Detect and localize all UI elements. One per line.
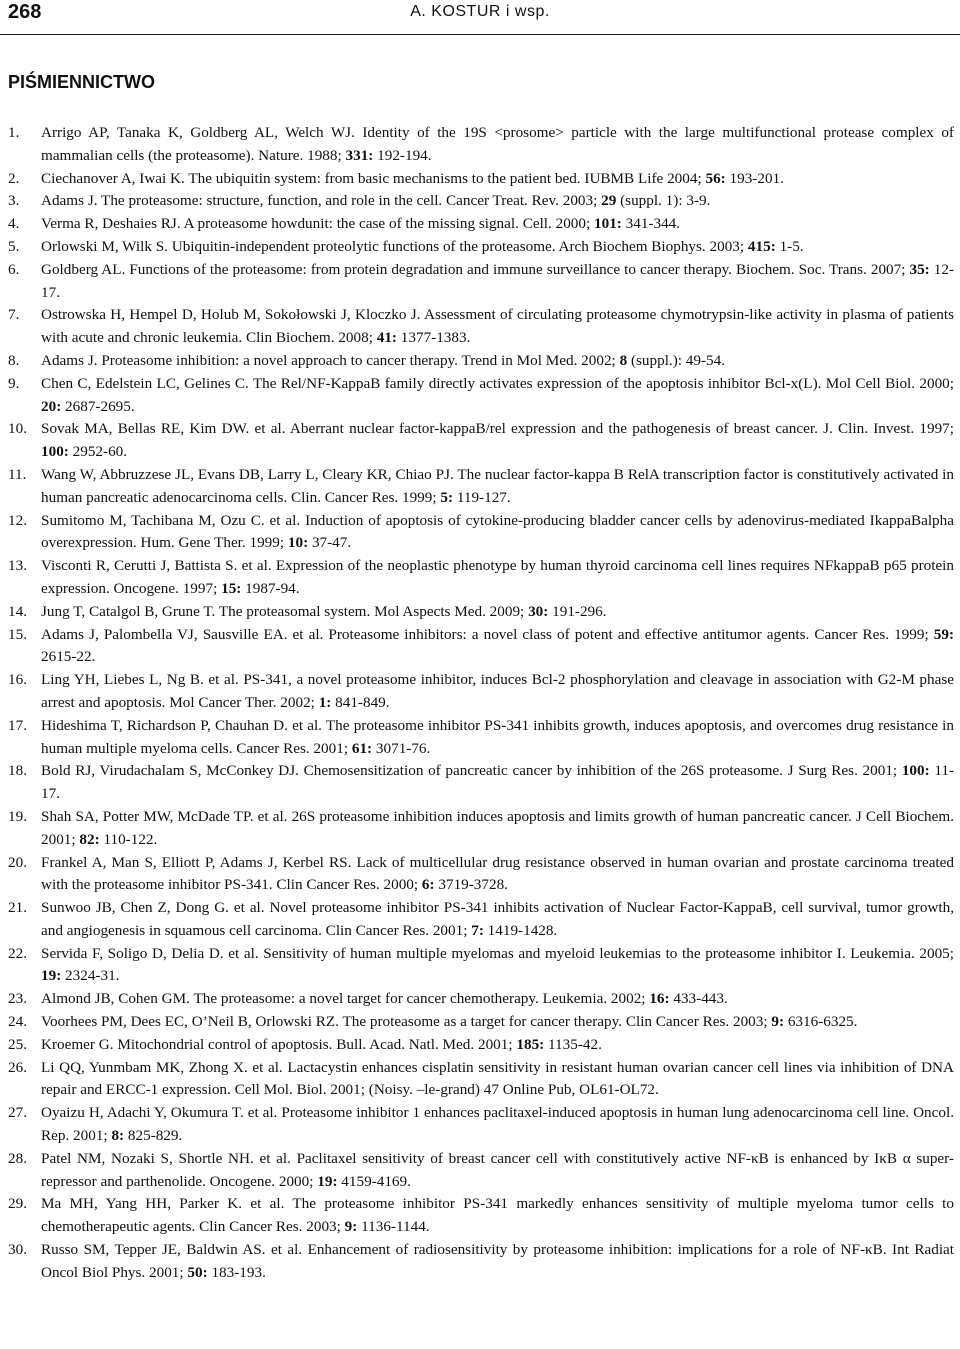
reference-item bbox=[0, 1193, 954, 1239]
reference-item bbox=[0, 464, 954, 510]
reference-item bbox=[0, 1057, 954, 1103]
reference-text: Sunwoo JB, Chen Z, Dong G. et al. Novel proteasome inhibitor PS-341 inhibits activation of Nuclear Factor-KappaB, cell survival, tumor growth, and angiogenesis in squamous cell carcinoma. Clin Cancer Res. 2001; bbox=[41, 899, 954, 939]
reference-volume: 9: bbox=[344, 1218, 358, 1236]
reference-text: Frankel A, Man S, Elliott P, Adams J, Kerbel RS. Lack of multicellular drug resistance observed in human ovarian and prostate carcinoma treated with the proteasome inhibitor PS-341. Clin Cancer Res. 2000; bbox=[41, 853, 954, 894]
reference-pages: 183-193. bbox=[207, 1263, 266, 1281]
reference-number: 11. bbox=[8, 465, 27, 483]
reference-item bbox=[0, 213, 954, 236]
reference-text: Oyaizu H, Adachi Y, Okumura T. et al. Proteasome inhibitor 1 enhances paclitaxel-induced apoptosis in human lung adenocarcinoma cell line. Oncol. Rep. 2001; bbox=[41, 1104, 954, 1145]
reference-volume: 29 bbox=[601, 192, 617, 210]
reference-volume: 16: bbox=[649, 990, 670, 1008]
reference-volume: 50: bbox=[187, 1263, 208, 1281]
reference-number: 19. bbox=[8, 807, 27, 825]
reference-number: 22. bbox=[8, 944, 27, 962]
reference-pages: 1-5. bbox=[775, 237, 804, 255]
reference-text: Jung T, Catalgol B, Grune T. The proteasomal system. Mol Aspects Med. 2009; bbox=[41, 602, 529, 620]
reference-item bbox=[0, 1239, 954, 1285]
reference-item bbox=[0, 760, 954, 806]
reference-text: Voorhees PM, Dees EC, O’Neil B, Orlowski RZ. The proteasome as a target for cancer therapy. Clin Cancer Res. 2003; bbox=[41, 1013, 772, 1031]
reference-item bbox=[0, 852, 954, 898]
reference-volume: 19: bbox=[317, 1172, 338, 1190]
reference-item bbox=[0, 122, 954, 168]
reference-pages: 841-849. bbox=[331, 693, 390, 711]
reference-item bbox=[0, 624, 954, 670]
reference-text: Bold RJ, Virudachalam S, McConkey DJ. Chemosensitization of pancreatic cancer by inhibition of the 26S proteasome. J Surg Res. 2001; bbox=[41, 762, 902, 780]
header-rule bbox=[0, 34, 960, 35]
reference-volume: 8: bbox=[111, 1127, 125, 1145]
reference-text: Ostrowska H, Hempel D, Holub M, Sokołowski J, Kloczko J. Assessment of circulating proteasome chymotrypsin-like activity in plasma of patients with acute and chronic leukemia. Clin Biochem. 2008; bbox=[41, 306, 954, 347]
reference-text: Kroemer G. Mitochondrial control of apoptosis. Bull. Acad. Natl. Med. 2001; bbox=[41, 1035, 517, 1053]
reference-item bbox=[0, 510, 954, 556]
reference-pages: 1419-1428. bbox=[483, 921, 558, 939]
reference-text: Sovak MA, Bellas RE, Kim DW. et al. Aberrant nuclear factor-kappaB/rel expression and the pathogenesis of breast cancer. J. Clin. Invest. 1997; bbox=[41, 420, 954, 438]
reference-item bbox=[0, 897, 954, 943]
reference-pages: 37-47. bbox=[308, 534, 352, 552]
reference-pages: 12-17. bbox=[41, 260, 954, 301]
reference-pages: 1377-1383. bbox=[396, 329, 471, 347]
reference-number: 23. bbox=[8, 990, 27, 1008]
reference-pages: 2952-60. bbox=[68, 443, 128, 461]
reference-pages: 1987-94. bbox=[241, 579, 300, 597]
reference-pages: 4159-4169. bbox=[337, 1172, 411, 1190]
reference-item bbox=[0, 1011, 954, 1034]
page-number: 268 bbox=[8, 1, 42, 23]
reference-number: 15. bbox=[8, 625, 27, 643]
reference-item bbox=[0, 236, 954, 259]
reference-text: Visconti R, Cerutti J, Battista S. et al. Expression of the neoplastic phenotype by human thyroid carcinoma cell lines requires NFkappaB p65 protein expression. Oncogene. 1997; bbox=[41, 557, 954, 597]
reference-volume: 35: bbox=[909, 260, 930, 278]
reference-volume: 19: bbox=[41, 967, 62, 985]
reference-pages: 6316-6325. bbox=[784, 1013, 858, 1031]
reference-volume: 10: bbox=[287, 534, 309, 552]
reference-item bbox=[0, 350, 954, 373]
reference-number: 14. bbox=[8, 602, 27, 620]
reference-item bbox=[0, 259, 954, 305]
reference-pages: (suppl.): 49-54. bbox=[627, 351, 726, 369]
reference-pages: 3719-3728. bbox=[434, 876, 508, 894]
reference-volume: 41: bbox=[376, 329, 397, 347]
reference-number: 29. bbox=[8, 1195, 27, 1213]
reference-pages: 1135-42. bbox=[544, 1035, 602, 1053]
reference-volume: 82: bbox=[79, 830, 100, 848]
reference-text: Adams J. The proteasome: structure, function, and role in the cell. Cancer Treat. Rev. 2003; bbox=[41, 192, 602, 210]
reference-item bbox=[0, 806, 954, 852]
reference-volume: 9: bbox=[771, 1013, 785, 1031]
reference-volume: 61: bbox=[351, 739, 373, 757]
reference-item bbox=[0, 304, 954, 350]
reference-text: Sumitomo M, Tachibana M, Ozu C. et al. Induction of apoptosis of cytokine-producing bladder cancer cells by adenovirus-mediated IkappaBalpha overexpression. Hum. Gene Ther. 1999; bbox=[41, 511, 954, 552]
reference-text: Almond JB, Cohen GM. The proteasome: a novel target for cancer chemotherapy. Leukemia. 2002; bbox=[41, 990, 650, 1008]
reference-number: 3. bbox=[8, 192, 20, 210]
reference-number: 28. bbox=[8, 1149, 27, 1167]
reference-text: Goldberg AL. Functions of the proteasome: from protein degradation and immune surveillance to cancer therapy. Biochem. Soc. Trans. 2007; bbox=[41, 260, 910, 278]
reference-item bbox=[0, 555, 954, 601]
reference-volume: 15: bbox=[221, 579, 242, 597]
reference-item bbox=[0, 943, 954, 989]
reference-item bbox=[0, 1102, 954, 1148]
reference-item bbox=[0, 988, 954, 1011]
reference-pages: 341-344. bbox=[621, 215, 681, 233]
reference-item bbox=[0, 715, 954, 761]
reference-item bbox=[0, 601, 954, 624]
reference-volume: 100: bbox=[901, 762, 930, 780]
reference-text: Li QQ, Yunmbam MK, Zhong X. et al. Lactacystin enhances cisplatin sensitivity in resistant human ovarian cancer cell lines via inhibition of DNA repair and ERCC-1 expression. Cell Mol. Biol. 2001; (Noisy. –le-grand) 47 Online Pub, OL61-OL72. bbox=[41, 1058, 954, 1099]
reference-volume: 30: bbox=[528, 602, 549, 620]
reference-pages: 3071-76. bbox=[372, 739, 431, 757]
reference-pages: 825-829. bbox=[124, 1127, 183, 1145]
reference-number: 7. bbox=[8, 306, 20, 324]
reference-text: Orlowski M, Wilk S. Ubiquitin-independent proteolytic functions of the proteasome. Arch Biochem Biophys. 2003; bbox=[41, 237, 748, 255]
reference-text: Wang W, Abbruzzese JL, Evans DB, Larry L, Cleary KR, Chiao PJ. The nuclear factor-kappa B RelA transcription factor is constitutively activated in human pancreatic adenocarcinoma cells. Clin. Cancer Res. 1999; bbox=[41, 465, 954, 506]
section-title: PIŚMIENNICTWO bbox=[8, 72, 155, 92]
reference-item bbox=[0, 418, 954, 464]
reference-number: 8. bbox=[8, 351, 20, 369]
reference-volume: 101: bbox=[594, 215, 622, 233]
reference-pages: 11-17. bbox=[41, 762, 955, 803]
reference-volume: 20: bbox=[41, 397, 62, 415]
reference-text: Ling YH, Liebes L, Ng B. et al. PS-341, a novel proteasome inhibitor, induces Bcl-2 phosphorylation and cleavage in association with G2-M phase arrest and apoptosis. Mol Cancer Ther. 2002; bbox=[41, 671, 954, 711]
reference-volume: 331: bbox=[345, 146, 374, 164]
reference-pages: 433-443. bbox=[669, 990, 728, 1008]
reference-text: Ciechanover A, Iwai K. The ubiquitin system: from basic mechanisms to the patient bed. IUBMB Life 2004; bbox=[41, 169, 706, 187]
reference-number: 12. bbox=[8, 511, 27, 529]
reference-text: Adams J, Palombella VJ, Sausville EA. et al. Proteasome inhibitors: a novel class of potent and effective antitumor agents. Cancer Res. 1999; bbox=[41, 625, 934, 643]
reference-number: 13. bbox=[8, 557, 27, 575]
reference-volume: 185: bbox=[516, 1035, 545, 1053]
reference-number: 6. bbox=[8, 260, 20, 278]
reference-pages: 119-127. bbox=[453, 488, 511, 506]
reference-text: Shah SA, Potter MW, McDade TP. et al. 26S proteasome inhibition induces apoptosis and limits growth of human pancreatic cancer. J Cell Biochem. 2001; bbox=[41, 807, 954, 848]
reference-number: 16. bbox=[8, 671, 27, 689]
reference-number: 24. bbox=[8, 1013, 27, 1031]
reference-volume: 7: bbox=[471, 921, 484, 939]
reference-text: Russo SM, Tepper JE, Baldwin AS. et al. Enhancement of radiosensitivity by proteasome inhibition: implications for a role of NF-κB. Int Radiat Oncol Biol Phys. 2001; bbox=[41, 1241, 954, 1281]
reference-volume: 6: bbox=[421, 876, 435, 894]
reference-number: 1. bbox=[8, 124, 20, 141]
page-header bbox=[0, 0, 960, 36]
reference-pages: 192-194. bbox=[373, 146, 432, 164]
reference-pages: 2687-2695. bbox=[61, 397, 135, 415]
reference-volume: 100: bbox=[41, 443, 69, 461]
reference-pages: 191-296. bbox=[548, 602, 607, 620]
reference-text: Verma R, Deshaies RJ. A proteasome howdunit: the case of the missing signal. Cell. 2000; bbox=[41, 215, 594, 233]
reference-list bbox=[0, 122, 954, 1285]
reference-number: 21. bbox=[8, 899, 27, 917]
reference-pages: 110-122. bbox=[99, 830, 158, 848]
reference-pages: 2324-31. bbox=[61, 967, 120, 985]
reference-text: Chen C, Edelstein LC, Gelines C. The Rel/NF-KappaB family directly activates expression of the apoptosis inhibitor Bcl-x(L). Mol Cell Biol. 2000; bbox=[41, 374, 954, 392]
reference-pages: 193-201. bbox=[725, 169, 784, 187]
reference-number: 20. bbox=[8, 853, 27, 871]
reference-number: 25. bbox=[8, 1035, 27, 1053]
reference-number: 17. bbox=[8, 716, 27, 734]
reference-number: 27. bbox=[8, 1104, 27, 1122]
reference-number: 10. bbox=[8, 420, 27, 438]
reference-text: Ma MH, Yang HH, Parker K. et al. The proteasome inhibitor PS-341 markedly enhances sensitivity of multiple myeloma tumor cells to chemotherapeutic agents. Clin Cancer Res. 2003; bbox=[41, 1195, 954, 1236]
reference-volume: 1: bbox=[318, 693, 332, 711]
reference-item bbox=[0, 373, 954, 419]
reference-number: 4. bbox=[8, 215, 20, 233]
running-head: A. KOSTUR i wsp. bbox=[410, 3, 550, 20]
reference-text: Patel NM, Nozaki S, Shortle NH. et al. Paclitaxel sensitivity of breast cancer cell with constitutively active NF-κB is enhanced by IκB α super-repressor and parthenolide. Oncogene. 2000; bbox=[41, 1149, 954, 1190]
reference-item bbox=[0, 1034, 954, 1057]
reference-text: Adams J. Proteasome inhibition: a novel approach to cancer therapy. Trend in Mol Med. 2002; bbox=[41, 351, 620, 369]
reference-number: 18. bbox=[8, 762, 27, 780]
reference-text: Arrigo AP, Tanaka K, Goldberg AL, Welch WJ. Identity of the 19S <prosome> particle with the large multifunctional protease complex of mammalian cells (the proteasome). Nature. 1988; bbox=[41, 124, 954, 164]
reference-item bbox=[0, 190, 954, 213]
reference-text: Servida F, Soligo D, Delia D. et al. Sensitivity of human multiple myelomas and myeloid leukemias to the proteasome inhibitor I. Leukemia. 2005; bbox=[41, 944, 954, 962]
reference-pages: 2615-22. bbox=[41, 648, 96, 666]
reference-item bbox=[0, 669, 954, 715]
reference-number: 2. bbox=[8, 169, 20, 187]
reference-volume: 415: bbox=[747, 237, 776, 255]
reference-volume: 5: bbox=[440, 488, 454, 506]
reference-volume: 8 bbox=[619, 351, 628, 369]
reference-pages: (suppl. 1): 3-9. bbox=[616, 192, 711, 210]
reference-number: 30. bbox=[8, 1241, 27, 1259]
reference-volume: 56: bbox=[705, 169, 726, 187]
reference-number: 26. bbox=[8, 1058, 27, 1076]
reference-number: 9. bbox=[8, 374, 20, 392]
reference-item bbox=[0, 168, 954, 191]
reference-item bbox=[0, 1148, 954, 1194]
reference-number: 5. bbox=[8, 237, 20, 255]
reference-volume: 59: bbox=[933, 625, 954, 643]
reference-text: Hideshima T, Richardson P, Chauhan D. et al. The proteasome inhibitor PS-341 inhibits growth, induces apoptosis, and overcomes drug resistance in human multiple myeloma cells. Cancer Res. 2001; bbox=[41, 716, 954, 757]
reference-pages: 1136-1144. bbox=[357, 1218, 430, 1236]
